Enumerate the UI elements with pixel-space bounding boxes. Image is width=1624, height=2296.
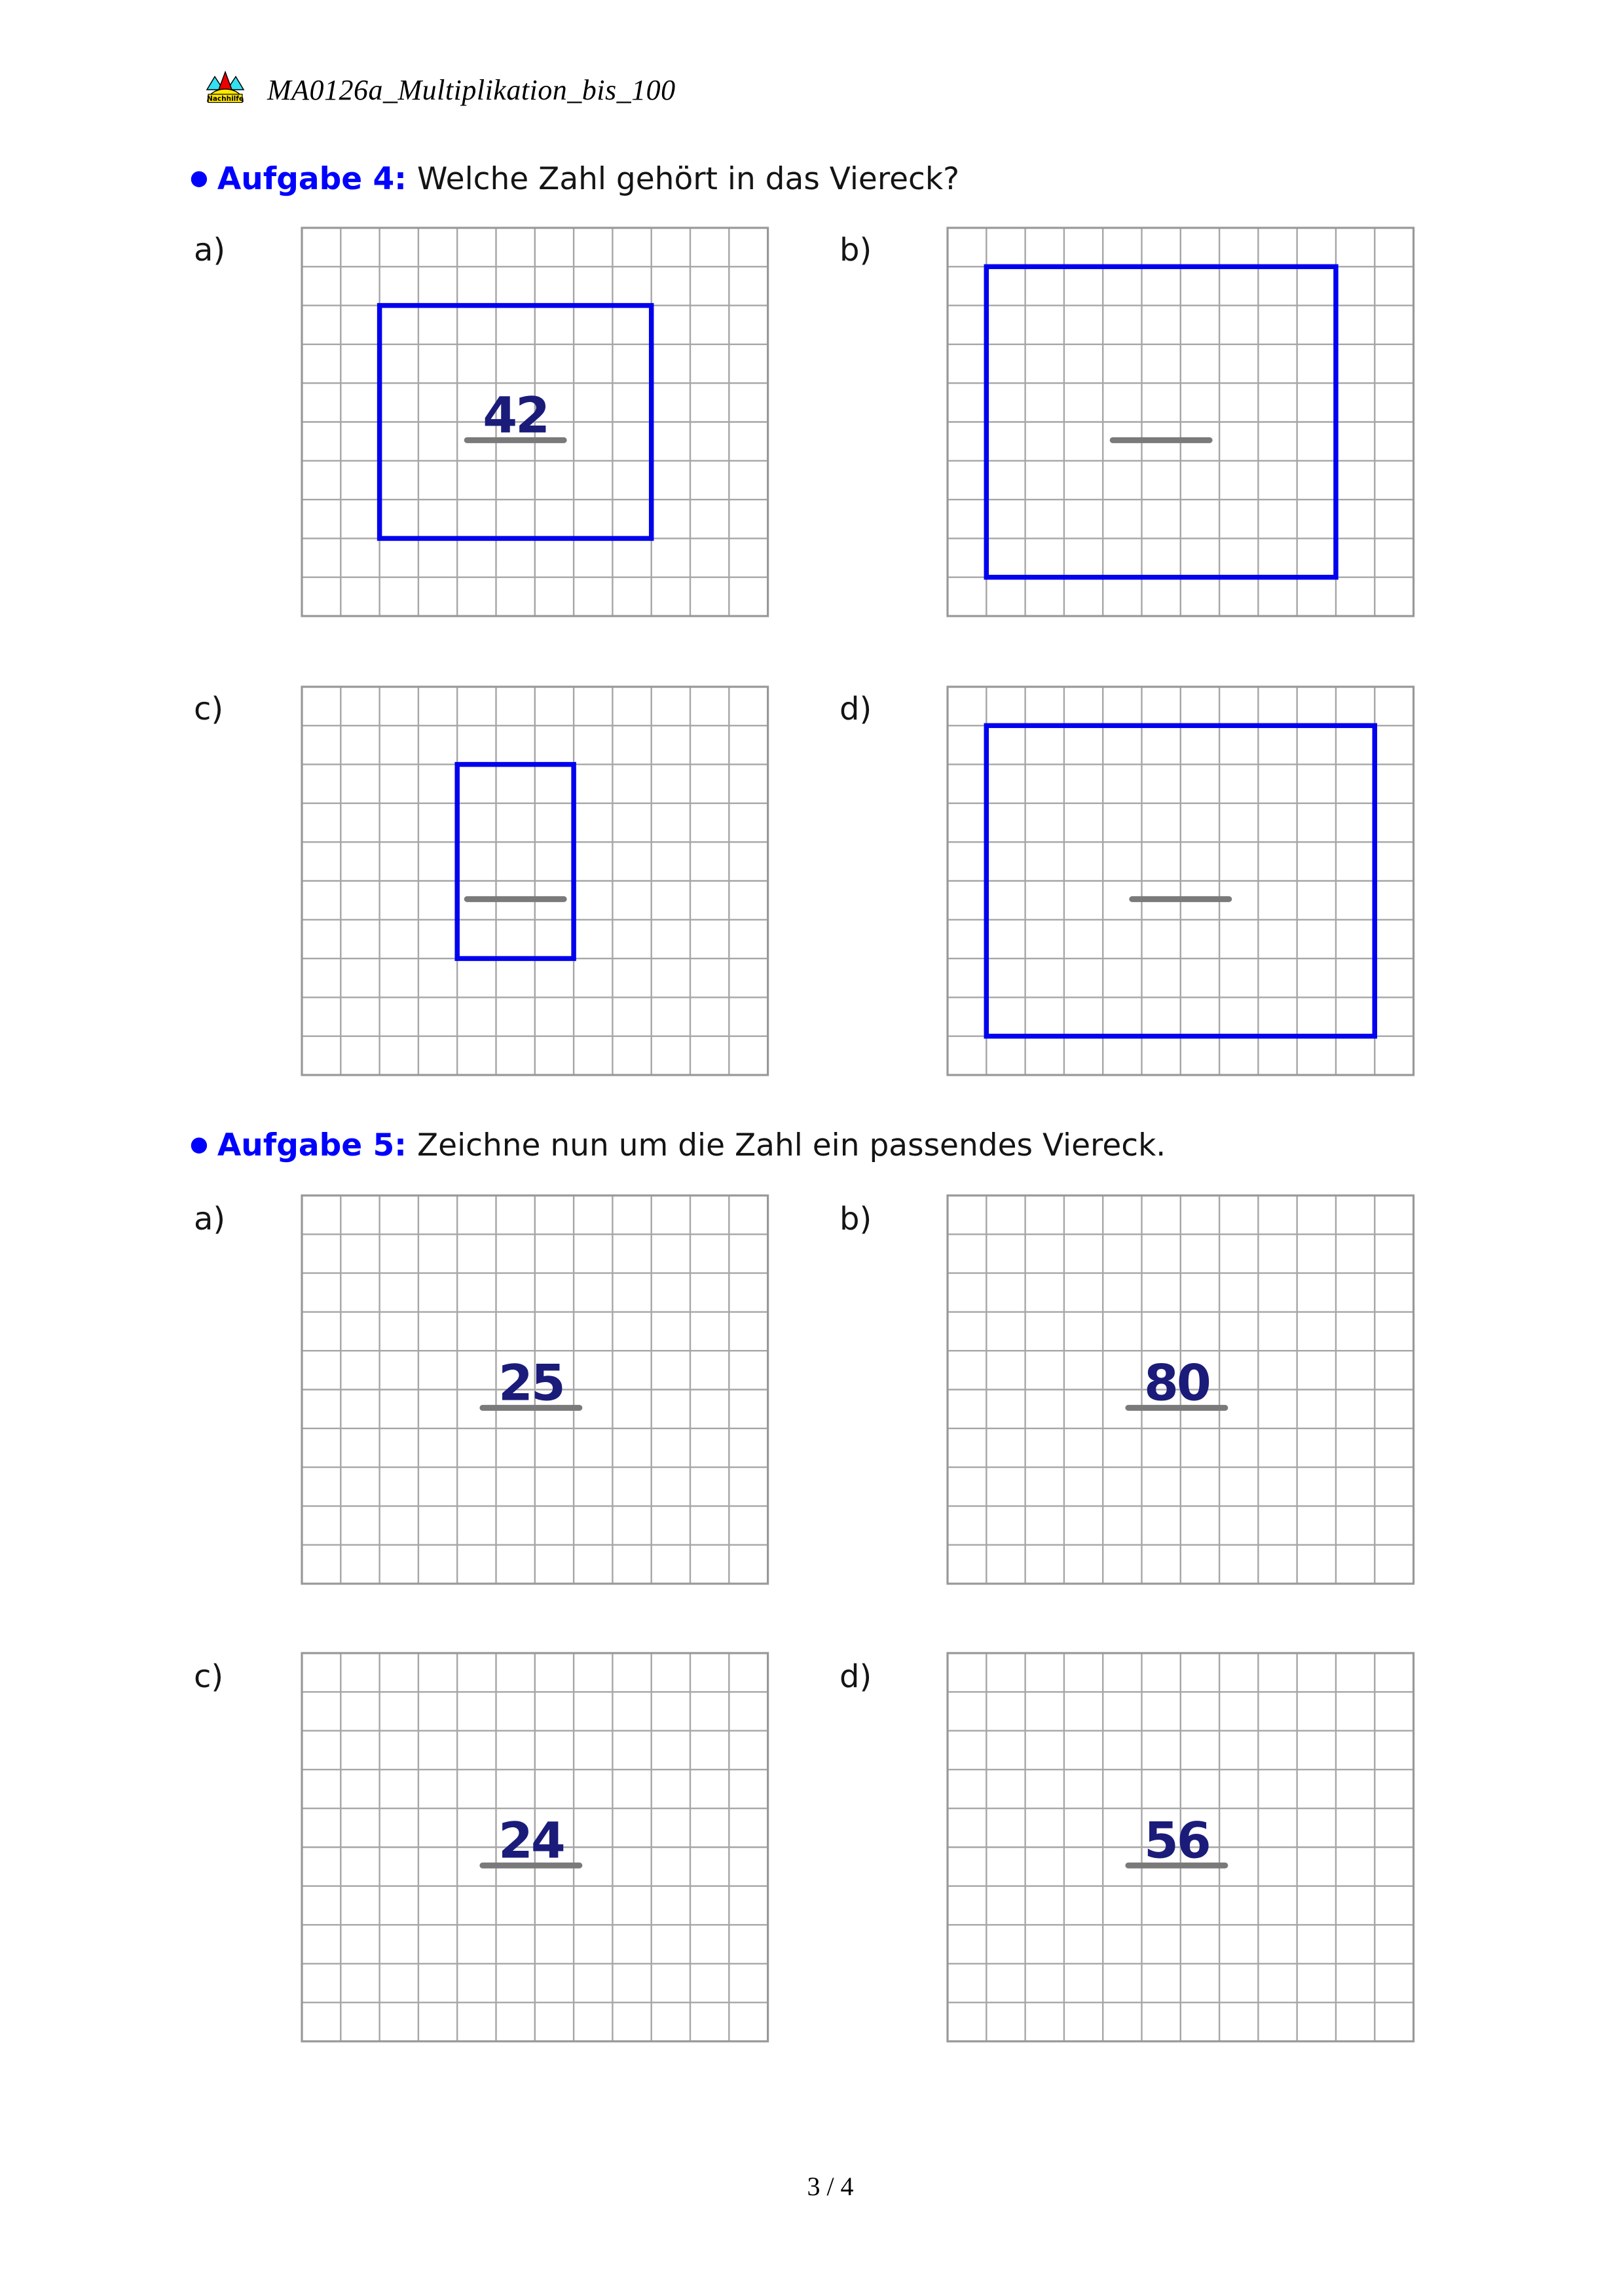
answer-grid-4d bbox=[945, 684, 1416, 1078]
panel-label-5a: a) bbox=[194, 1201, 226, 1237]
answer-grid-4a bbox=[299, 225, 771, 619]
grid-lines bbox=[302, 687, 768, 1075]
page-number: 3 / 4 bbox=[807, 2172, 854, 2201]
bullet-icon: ● bbox=[190, 1131, 208, 1156]
task5-heading bbox=[190, 1127, 1166, 1163]
answer-grid-5d bbox=[945, 1650, 1416, 2044]
panel-label-5c: c) bbox=[194, 1658, 224, 1695]
answer-number: 25 bbox=[498, 1353, 564, 1412]
task4-label: Aufgabe 4: bbox=[217, 161, 407, 197]
task4-heading bbox=[190, 161, 959, 197]
document-title: MA0126a_Multiplikation_bis_100 bbox=[267, 74, 676, 106]
grid-lines bbox=[948, 228, 1414, 616]
panel-label-4b: b) bbox=[840, 232, 872, 268]
bullet-icon: ● bbox=[190, 165, 208, 190]
panel-label-4a: a) bbox=[194, 232, 226, 268]
panel-label-5d: d) bbox=[840, 1658, 872, 1695]
answer-number: 42 bbox=[483, 386, 549, 445]
answer-grid-4c bbox=[299, 684, 771, 1078]
answer-grid-5b bbox=[945, 1193, 1416, 1586]
panel-label-4d: d) bbox=[840, 691, 872, 727]
answer-number: 24 bbox=[498, 1811, 564, 1870]
task5-label: Aufgabe 5: bbox=[217, 1127, 407, 1163]
task-rectangle bbox=[457, 765, 574, 958]
answer-grid-5a bbox=[299, 1193, 771, 1586]
answer-grid-5c bbox=[299, 1650, 771, 2044]
task4-text: Welche Zahl gehört in das Viereck? bbox=[416, 161, 960, 197]
answer-number: 56 bbox=[1143, 1811, 1209, 1870]
answer-grid-4b bbox=[945, 225, 1416, 619]
panel-label-4c: c) bbox=[194, 691, 224, 727]
answer-number: 80 bbox=[1143, 1353, 1209, 1412]
logo-text: Nachhilfe bbox=[207, 95, 244, 103]
panel-label-5b: b) bbox=[840, 1201, 872, 1237]
nachhilfe-logo bbox=[206, 71, 245, 103]
grid-lines bbox=[948, 687, 1414, 1075]
task5-text: Zeichne nun um die Zahl ein passendes Viereck. bbox=[416, 1127, 1166, 1163]
logo-mountain-center bbox=[219, 72, 232, 90]
